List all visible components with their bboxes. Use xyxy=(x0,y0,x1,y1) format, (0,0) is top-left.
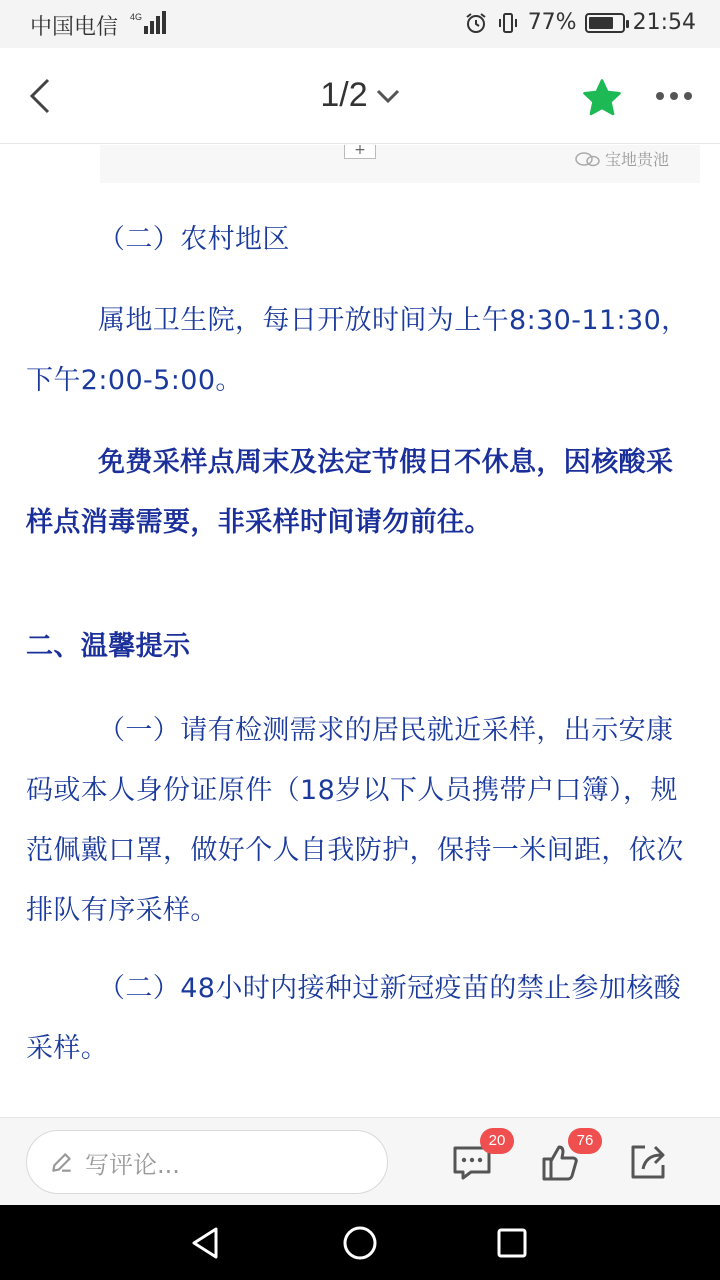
favorite-button[interactable] xyxy=(580,76,624,120)
star-icon xyxy=(581,77,623,119)
signal-icon xyxy=(130,10,166,36)
article-image-bottom xyxy=(100,145,700,183)
triangle-back-icon xyxy=(190,1226,222,1260)
more-dot-icon xyxy=(656,92,664,100)
share-icon xyxy=(627,1141,669,1183)
chevron-down-icon xyxy=(376,88,400,104)
nav-home-button[interactable] xyxy=(340,1223,380,1263)
watermark-text: 宝地贵池 xyxy=(605,150,670,169)
comment-input[interactable] xyxy=(26,1130,388,1194)
battery-percent: 77% xyxy=(527,10,577,35)
more-dot-icon xyxy=(684,92,692,100)
like-count-badge: 76 xyxy=(568,1128,602,1154)
comment-count-badge: 20 xyxy=(480,1128,514,1154)
square-recents-icon xyxy=(496,1227,528,1259)
status-bar xyxy=(0,0,720,48)
paragraph: （一）请有检测需求的居民就近采样，出示安康码或本人身份证原件（18岁以下人员携带户口簿），规范佩戴口罩，做好个人自我防护，保持一米间距，依次排队有序采样。 xyxy=(26,715,684,926)
comment-placeholder: 写评论... xyxy=(85,1150,180,1179)
bottom-action-bar xyxy=(0,1117,720,1205)
pencil-icon xyxy=(49,1149,75,1175)
image-watermark xyxy=(575,147,669,170)
nav-recents-button[interactable] xyxy=(492,1223,532,1263)
paragraph: （二）48小时内接种过新冠疫苗的禁止参加核酸采样。 xyxy=(26,973,682,1064)
nav-back-button[interactable] xyxy=(186,1223,226,1263)
comments-button[interactable] xyxy=(448,1132,506,1186)
system-navigation-bar xyxy=(0,1205,720,1280)
alarm-icon xyxy=(464,11,488,35)
wechat-icon xyxy=(575,151,601,167)
share-button[interactable] xyxy=(624,1138,672,1186)
circle-home-icon xyxy=(342,1225,378,1261)
section-heading: 二、温馨提示 xyxy=(26,631,191,662)
article-content[interactable] xyxy=(0,145,720,1117)
network-type-label: 4G xyxy=(130,12,143,22)
like-button[interactable] xyxy=(536,1132,594,1186)
clock: 21:54 xyxy=(632,10,696,35)
more-options-button[interactable] xyxy=(648,78,700,114)
page-indicator-label: 1/2 xyxy=(320,76,368,114)
subsection-heading: （二）农村地区 xyxy=(98,224,290,255)
battery-icon xyxy=(585,13,625,33)
notice-paragraph: 免费采样点周末及法定节假日不休息，因核酸采样点消毒需要，非采样时间请勿前往。 xyxy=(26,447,674,538)
expand-icon[interactable]: + xyxy=(344,145,376,159)
battery-fill xyxy=(589,17,614,29)
more-dot-icon xyxy=(670,92,678,100)
paragraph: 属地卫生院，每日开放时间为上午8:30-11:30，下午2:00-5:00。 xyxy=(26,305,689,396)
carrier-label: 中国电信 xyxy=(30,15,119,40)
vibrate-icon xyxy=(496,11,520,35)
article-header xyxy=(0,48,720,144)
